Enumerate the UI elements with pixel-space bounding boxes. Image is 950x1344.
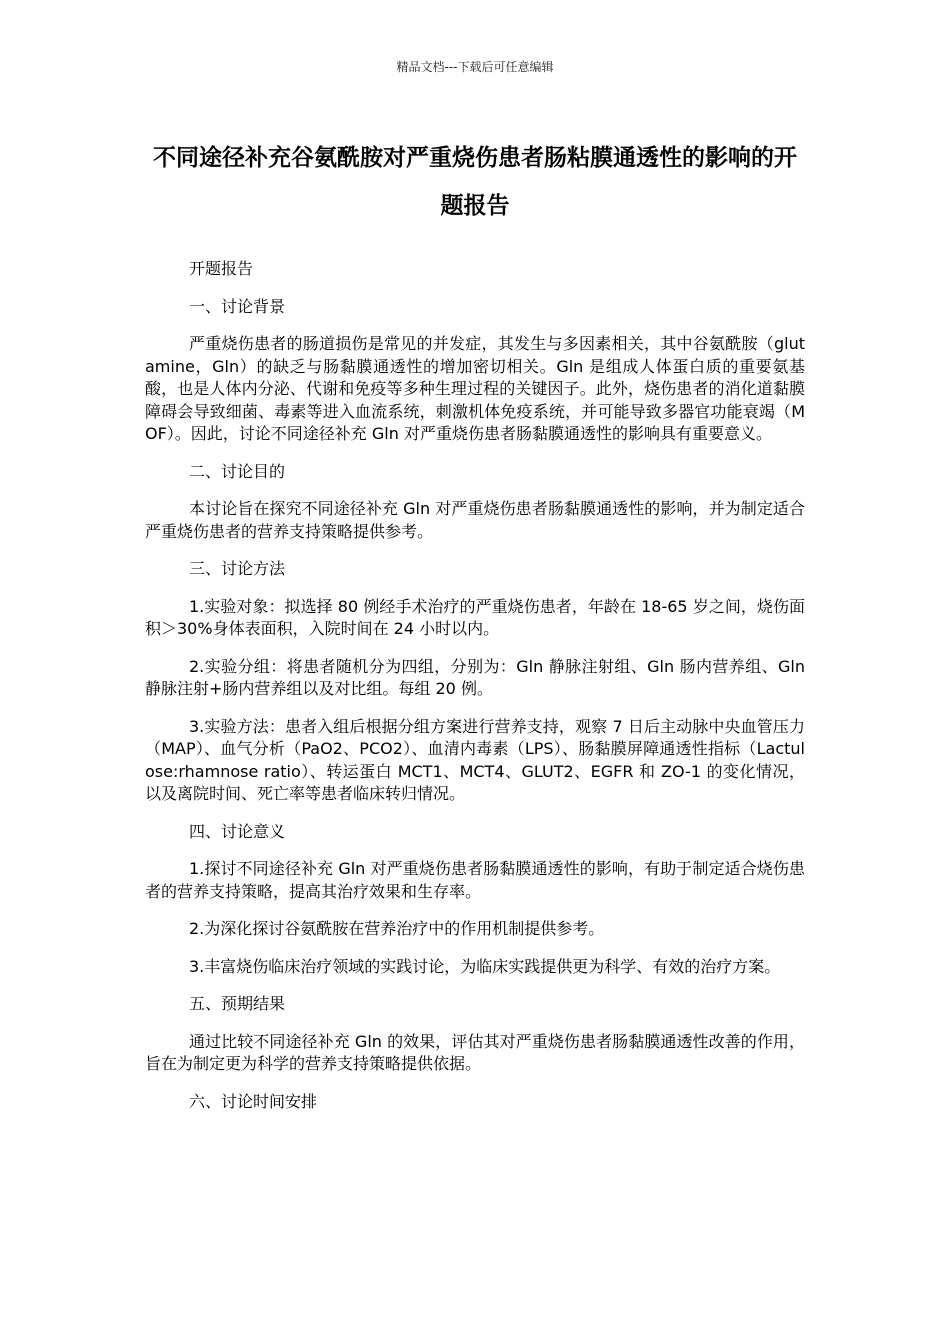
page-header: 精品文档---下载后可任意编辑 [396,60,554,74]
section-heading-objective: 二、讨论目的 [189,461,286,481]
paragraph-method-subjects: 1.实验对象：拟选择 80 例经手术治疗的严重烧伤患者，年龄在 18-65 岁之间，烧伤面积＞30%身体表面积，入院时间在 24 小时以内。 [145,596,805,638]
paragraph-method-grouping: 2.实验分组：将患者随机分为四组，分别为：Gln 静脉注射组、Gln 肠内营养组、Gln 静脉注射+肠内营养组以及对比组。每组 20 例。 [145,656,805,698]
document-title: 不同途径补充谷氨酰胺对严重烧伤患者肠粘膜通透性的影响的开题报告 [153,145,797,219]
paragraph-significance-2: 2.为深化探讨谷氨酰胺在营养治疗中的作用机制提供参考。 [189,919,605,938]
section-heading-significance: 四、讨论意义 [189,821,286,841]
paragraph-method-procedure: 3.实验方法：患者入组后根据分组方案进行营养支持，观察 7 日后主动脉中央血管压力（MAP）、血气分析（PaO2、PCO2）、血清内毒素（LPS）、肠黏膜屏障通透性指标（Lactulose:rhamnose ratio）、转运蛋白 MCT1、MCT4、GLUT2、EGFR 和 ZO-1 的变化情况，以及离院时间、死亡率等患者临床转归情况。 [145,716,805,803]
paragraph-background: 严重烧伤患者的肠道损伤是常见的并发症，其发生与多因素相关，其中谷氨酰胺（glutamine，Gln）的缺乏与肠黏膜通透性的增加密切相关。Gln 是组成人体蛋白质的重要氨基酸，也是人体内分泌、代谢和免疫等多种生理过程的关键因子。此外，烧伤患者的消化道黏膜障碍会导致细菌、毒素等进入血流系统，刺激机体免疫系统，并可能导致多器官功能衰竭（MOF）。因此，讨论不同途径补充 Gln 对严重烧伤患者肠黏膜通透性的影响具有重要意义。 [145,334,805,443]
section-heading-expected-results: 五、预期结果 [189,994,286,1013]
paragraph-objective: 本讨论旨在探究不同途径补充 Gln 对严重烧伤患者肠黏膜通透性的影响，并为制定适合严重烧伤患者的营养支持策略提供参考。 [145,499,805,541]
section-label: 开题报告 [189,259,254,278]
document-body [145,258,805,1128]
section-heading-schedule: 六、讨论时间安排 [189,1091,318,1111]
section-heading-methods: 三、讨论方法 [189,559,286,578]
paragraph-expected-results: 通过比较不同途径补充 Gln 的效果，评估其对严重烧伤患者肠黏膜通透性改善的作用，旨在为制定更为科学的营养支持策略提供依据。 [145,1031,805,1073]
section-heading-background: 一、讨论背景 [189,296,286,316]
paragraph-significance-3: 3.丰富烧伤临床治疗领域的实践讨论，为临床实践提供更为科学、有效的治疗方案。 [189,956,781,976]
paragraph-significance-1: 1.探讨不同途径补充 Gln 对严重烧伤患者肠黏膜通透性的影响，有助于制定适合烧伤患者的营养支持策略，提高其治疗效果和生存率。 [145,859,805,901]
